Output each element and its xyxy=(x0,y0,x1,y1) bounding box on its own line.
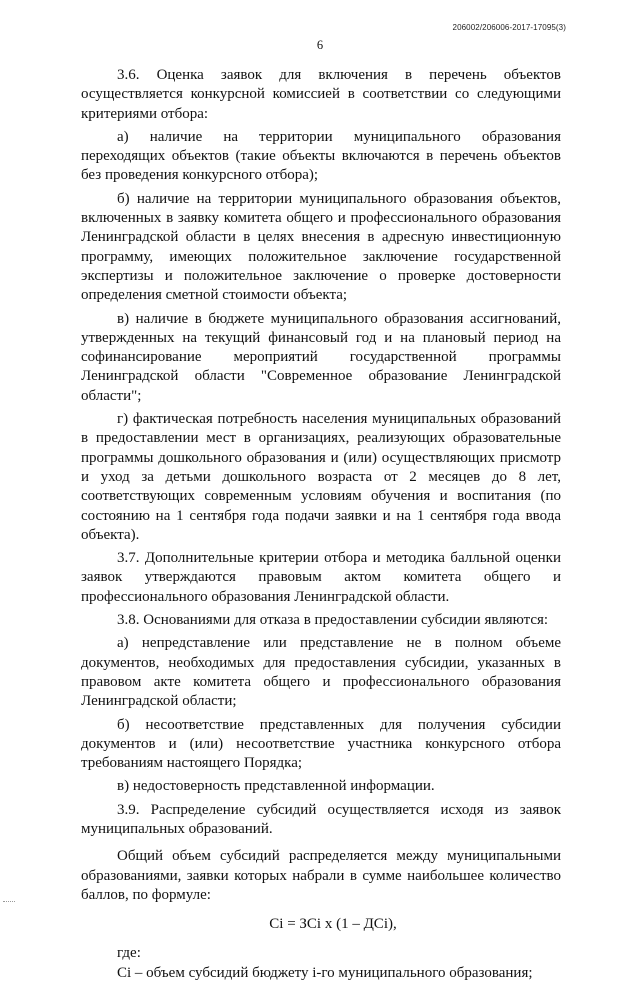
paragraph-refusal-v: в) недостоверность представленной информации. xyxy=(117,778,435,795)
subsidy-formula: Ci = ЗCi x (1 – ДCi), xyxy=(269,916,397,933)
formula-definition-ci: Ci – объем субсидий бюджету i-го муниципального образования; xyxy=(117,964,533,981)
paragraph-refusal-a: а) непредставление или представление не в полном объеме документов, необходимых для предоставления субсидии, указанных в правовом акте комитета общего и профессионального образования Ленинградской области; xyxy=(81,635,561,710)
paragraph-3-9: 3.9. Распределение субсидий осуществляется исходя из заявок муниципальных образований. xyxy=(81,801,561,837)
document-body xyxy=(81,66,561,983)
paragraph-3-7: 3.7. Дополнительные критерии отбора и методика балльной оценки заявок утверждаются правовым актом комитета общего и профессионального образования Ленинградской области. xyxy=(81,550,561,605)
paragraph-3-8: 3.8. Основаниями для отказа в предоставлении субсидии являются: xyxy=(117,612,549,629)
page-number: 6 xyxy=(316,38,324,52)
document-id: 206002/206006-2017-17095(3) xyxy=(452,23,566,32)
paragraph-distribution: Общий объем субсидий распределяется между муниципальными образованиями, заявки которых набрали в сумме наибольшее количество баллов, по формуле: xyxy=(81,848,561,903)
paragraph-refusal-b: б) несоответствие представленных для получения субсидии документов и (или) несоответствие участника конкурсного отбора требованиям настоящего Порядка; xyxy=(81,716,561,772)
paragraph-3-6: 3.6. Оценка заявок для включения в перечень объектов осуществляется конкурсной комиссией в соответствии со следующими критериями отбора: xyxy=(81,67,561,122)
paragraph-criterion-v: в) наличие в бюджете муниципального образования ассигнований, утвержденных на текущий финансовый год и на плановый период на софинансирование мероприятий государственной программы Ленинградской области "Современное образование Ленинградской области"; xyxy=(81,310,561,404)
scan-edge-mark xyxy=(3,899,15,902)
formula-where-label: где: xyxy=(117,945,141,962)
paragraph-criterion-b: б) наличие на территории муниципального образования объектов, включенных в заявку комитета общего и профессионального образования Ленинградской области в целях внесения в адресную инвестиционную программу, имеющих положительное заключение государственной экспертизы и положительное заключение о проверке достоверности определения сметной стоимости объекта; xyxy=(81,190,561,304)
paragraph-criterion-g: г) фактическая потребность населения муниципальных образований в предоставлении мест в организациях, реализующих образовательные программы дошкольного образования и (или) осуществляющих присмотр и уход за детьми дошкольного возраста от 2 месяцев до 8 лет, соответствующих современным условиям обучения и воспитания (по состоянию на 1 сентября года подачи заявки и на 1 сентября года ввода объекта). xyxy=(81,411,561,543)
paragraph-criterion-a: а) наличие на территории муниципального образования переходящих объектов (такие объекты включаются в перечень объектов без проведения конкурсного отбора); xyxy=(81,128,561,184)
